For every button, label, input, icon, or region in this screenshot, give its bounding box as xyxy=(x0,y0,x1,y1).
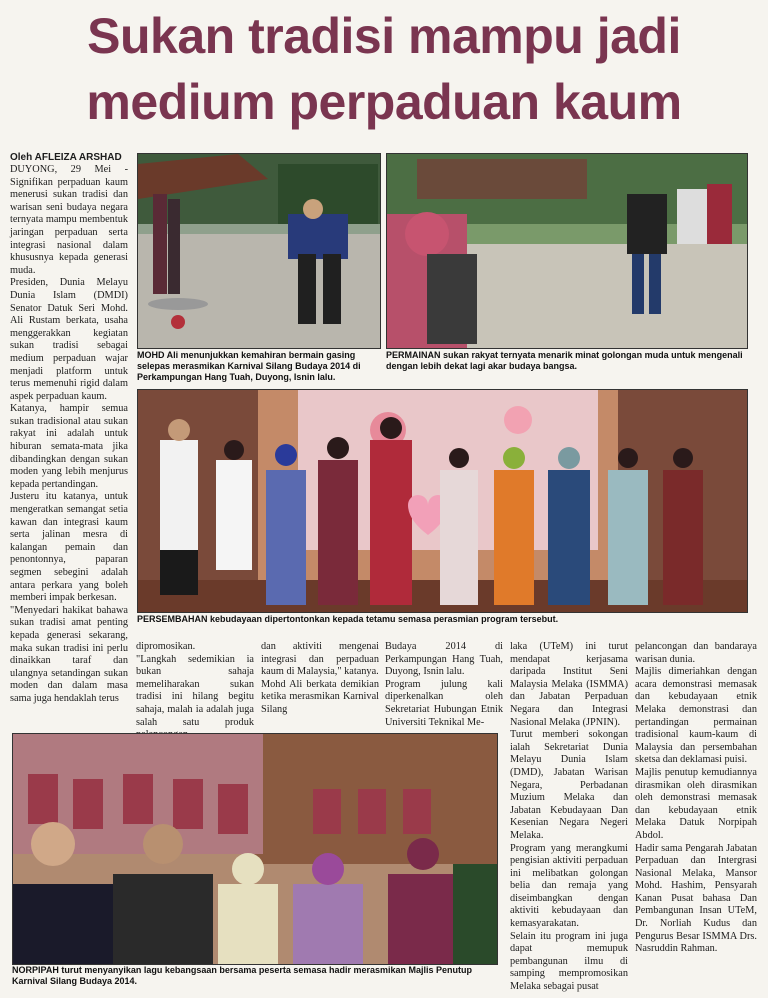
article-column-1: DUYONG, 29 Mei - Signifikan perpaduan kaum menerusi sukan tradisi dan warisan seni budaya negara ternyata mampu membentuk jaringan perpaduan serta integrasi nasional dalam khususnya kepada generasi muda. Presiden, Dunia Melayu Dunia Islam (DMDI) Senator Datuk Seri Mohd. Ali Rustam berkata, usaha menggerakkan kegiatan sukan tradisi sebagai medium perpaduan wajar menjadi platform untuk terus memenuhi rigid dalam aspek perpaduan kaum. Katanya, hampir semua sukan tradisional atau sukan rakyat ini adalah untuk hiburan semata-mata jika dibandingkan dengan sukan moden yang lebih menjurus kepada pertandingan. Justeru itu katanya, untuk mengeratkan semangat setia kawan dan integrasi kaum serta jalinan mesra di kalangan pemain dan penontonnya, paparan segmen sebegini adalah antara perkara yang boleh memberi impak berkesan. "Menyedari hakikat bahawa sukan tradisi amat penting kepada generasi sekarang, maka sukan tradisi ini perlu dinaikkan taraf dan ulangnya setandingan sukan moden dan dalam masa sama juga hendaklah terus xyxy=(10,164,128,704)
article-column-3: dan aktiviti mengenai integrasi dan perpaduan kaum di Malaysia," katanya. Mohd Ali berkata demikian ketika merasmikan Karnival Silang xyxy=(261,641,379,715)
photo-permainan xyxy=(386,153,748,349)
headline-line-2: medium perpaduan kaum xyxy=(86,74,682,130)
photo-persembahan-caption: PERSEMBAHAN kebudayaan dipertontonkan kepada tetamu semasa perasmian program tersebut. xyxy=(137,614,559,624)
article-column-6: pelancongan dan bandaraya warisan dunia. Majlis dimeriahkan dengan acara demonstrasi memasak dan kebudayaan etnik Melaka demonstrasi dan pertandingan permainan tradisional kaum-kaum di Malaysia dan persembahan sketsa dan deklamasi puisi. Majlis penutup kemudiannya dirasmikan oleh dirasmikan oleh demonstrasi memasak dan kebudayaan etnik Melaka Datuk Norpipah Abdol. Hadir sama Pengarah Jabatan Perpaduan dan Intergrasi Nasional Melaka, Mansor Mohd. Hashim, Pensyarah Kanan Pusat bahasa Dan Pembangunan Insan UTeM, Dr. Norliah Kudus dan Pengurus Besar ISMMA Drs. Nasruddin Rahman. xyxy=(635,641,757,955)
photo-norpipah xyxy=(12,733,498,965)
photo-gasing-caption: MOHD Ali menunjukkan kemahiran bermain gasing selepas merasmikan Karnival Silang Budaya 2014 di Perkampungan Hang Tuah, Duyong, Isnin lalu. xyxy=(137,350,361,382)
article-column-4: Budaya 2014 di Perkampungan Hang Tuah, Duyong, Isnin lalu. Program julung kali diperkenalkan oleh Sekretariat Hubungan Etnik Universiti Teknikal Me- xyxy=(385,641,503,728)
photo-norpipah-caption: NORPIPAH turut menyanyikan lagu kebangsaan bersama peserta semasa hadir merasmikan Majlis Penutup Karnival Silang Budaya 2014. xyxy=(12,965,472,986)
byline: Oleh AFLEIZA ARSHAD xyxy=(10,152,122,163)
headline-line-1: Sukan tradisi mampu jadi xyxy=(87,8,681,64)
article-column-5: laka (UTeM) ini turut mendapat kerjasama daripada Institut Seni Malaysia Melaka (ISMMA) dan Jabatan Perpaduan Negara dan Integrasi Nasional Melaka (JPNIN). Turut memberi sokongan ialah Sekretariat Dunia Melayu Dunia Islam (DMD), Jabatan Warisan Negara, Perbadanan Muzium Melaka dan Jabatan Kebudayaan Dan Kesenian Negara Negeri Melaka. Program yang merangkumi pengisian aktiviti perpaduan ini melibatkan golongan belia dan remaja yang diseimbangkan dengan aktiviti kebudayaan dan kemasyarakatan. Selain itu program ini juga dapat memupuk pembangunan ilmu di samping mempromosikan Melaka sebagai pusat xyxy=(510,641,628,993)
article-column-2: dipromosikan. "Langkah sedemikian ia bukan sahaja memeliharakan sukan tradisi ini hilang begitu sahaja, malah ia adalah juga salah satu produk xyxy=(136,641,254,728)
photo-persembahan xyxy=(137,389,748,613)
photo-permainan-caption: PERMAINAN sukan rakyat ternyata menarik minat golongan muda untuk mengenali dengan lebih dekat lagi akar budaya bangsa. xyxy=(386,350,743,371)
photo-gasing xyxy=(137,153,381,349)
